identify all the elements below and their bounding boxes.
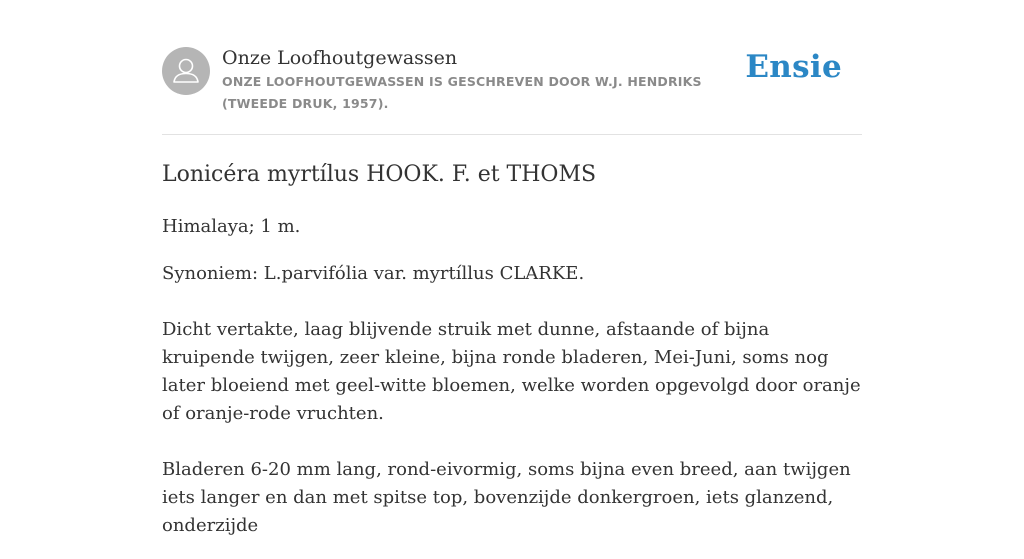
- user-avatar-icon[interactable]: [162, 47, 210, 95]
- ensie-logo[interactable]: Ensie: [745, 49, 842, 85]
- book-subtitle: ONZE LOOFHOUTGEWASSEN IS GESCHREVEN DOOR W.J. HENDRIKS (TWEEDE DRUK, 1957).: [222, 74, 702, 111]
- book-header: [162, 0, 862, 135]
- entry-paragraph: Dicht vertakte, laag blijvende struik met dunne, afstaande of bijna kruipende twijgen, zeer kleine, bijna ronde bladeren, Mei-Juni, soms nog later bloeiend met geel-witte bloemen, welke worden opgevolgd door oranje of oranje-rode vruchten.: [162, 319, 861, 424]
- entry-paragraph: Synoniem: L.parvifólia var. myrtíllus CLARKE.: [162, 263, 585, 284]
- page-container: [162, 0, 862, 559]
- entry-paragraph: Bladeren 6-20 mm lang, rond-eivormig, soms bijna even breed, aan twijgen iets langer en dan met spitse top, bovenzijde donkergroen, iets glanzend, onderzijde: [162, 459, 851, 536]
- entry-paragraph: Himalaya; 1 m.: [162, 216, 301, 237]
- book-title-link[interactable]: Onze Loofhoutgewassen: [222, 47, 458, 69]
- person-icon: [162, 47, 210, 95]
- book-info: [222, 45, 752, 115]
- entry-title: Lonicéra myrtílus HOOK. F. et THOMS: [162, 162, 597, 187]
- entry-content: [162, 135, 862, 540]
